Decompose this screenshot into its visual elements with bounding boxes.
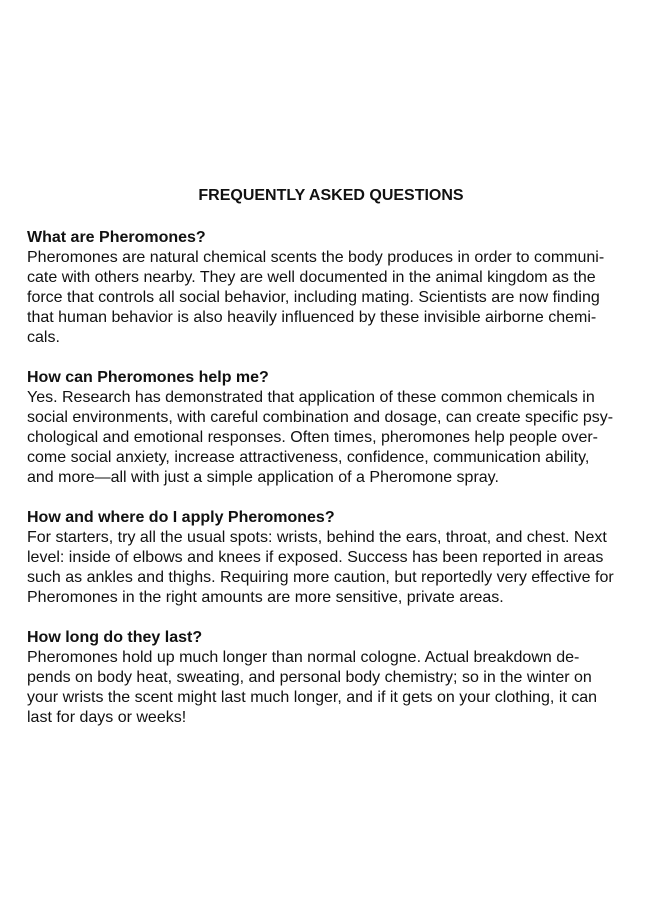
answer-line: Yes. Research has demonstrated that application of these common chemicals in [27, 389, 595, 406]
faq-question: How and where do I apply Pheromones? [27, 509, 335, 526]
faq-answer [27, 248, 635, 348]
faq-document [27, 186, 635, 748]
answer-line: level: inside of elbows and knees if exposed. Success has been reported in areas [27, 549, 604, 566]
faq-item [27, 228, 635, 348]
faq-answer [27, 648, 635, 728]
answer-line: come social anxiety, increase attractiveness, confidence, communication ability, [27, 449, 590, 466]
faq-item [27, 628, 635, 728]
faq-question: What are Pheromones? [27, 229, 206, 246]
faq-item [27, 368, 635, 488]
answer-line: Pheromones in the right amounts are more sensitive, private areas. [27, 589, 504, 606]
answer-line: cate with others nearby. They are well documented in the animal kingdom as the [27, 269, 596, 286]
answer-line: your wrists the scent might last much longer, and if it gets on your clothing, it can [27, 689, 598, 706]
answer-line: last for days or weeks! [27, 709, 187, 726]
answer-line: such as ankles and thighs. Requiring more caution, but reportedly very effective for [27, 569, 614, 586]
faq-answer [27, 388, 635, 488]
faq-answer [27, 528, 635, 608]
answer-line: Pheromones are natural chemical scents the body produces in order to communi- [27, 249, 605, 266]
answer-line: and more—all with just a simple application of a Pheromone spray. [27, 469, 499, 486]
faq-item [27, 508, 635, 608]
answer-line: pends on body heat, sweating, and personal body chemistry; so in the winter on [27, 669, 592, 686]
answer-line: that human behavior is also heavily influenced by these invisible airborne chemi- [27, 309, 597, 326]
answer-line: Pheromones hold up much longer than normal cologne. Actual breakdown de- [27, 649, 580, 666]
answer-line: For starters, try all the usual spots: wrists, behind the ears, throat, and chest. Next [27, 529, 607, 546]
answer-line: social environments, with careful combination and dosage, can create specific psy- [27, 409, 614, 426]
answer-line: cals. [27, 329, 60, 346]
faq-question: How long do they last? [27, 629, 203, 646]
faq-question: How can Pheromones help me? [27, 369, 269, 386]
answer-line: chological and emotional responses. Often times, pheromones help people over- [27, 429, 598, 446]
answer-line: force that controls all social behavior, including mating. Scientists are now finding [27, 289, 600, 306]
page-title: FREQUENTLY ASKED QUESTIONS [198, 187, 464, 204]
